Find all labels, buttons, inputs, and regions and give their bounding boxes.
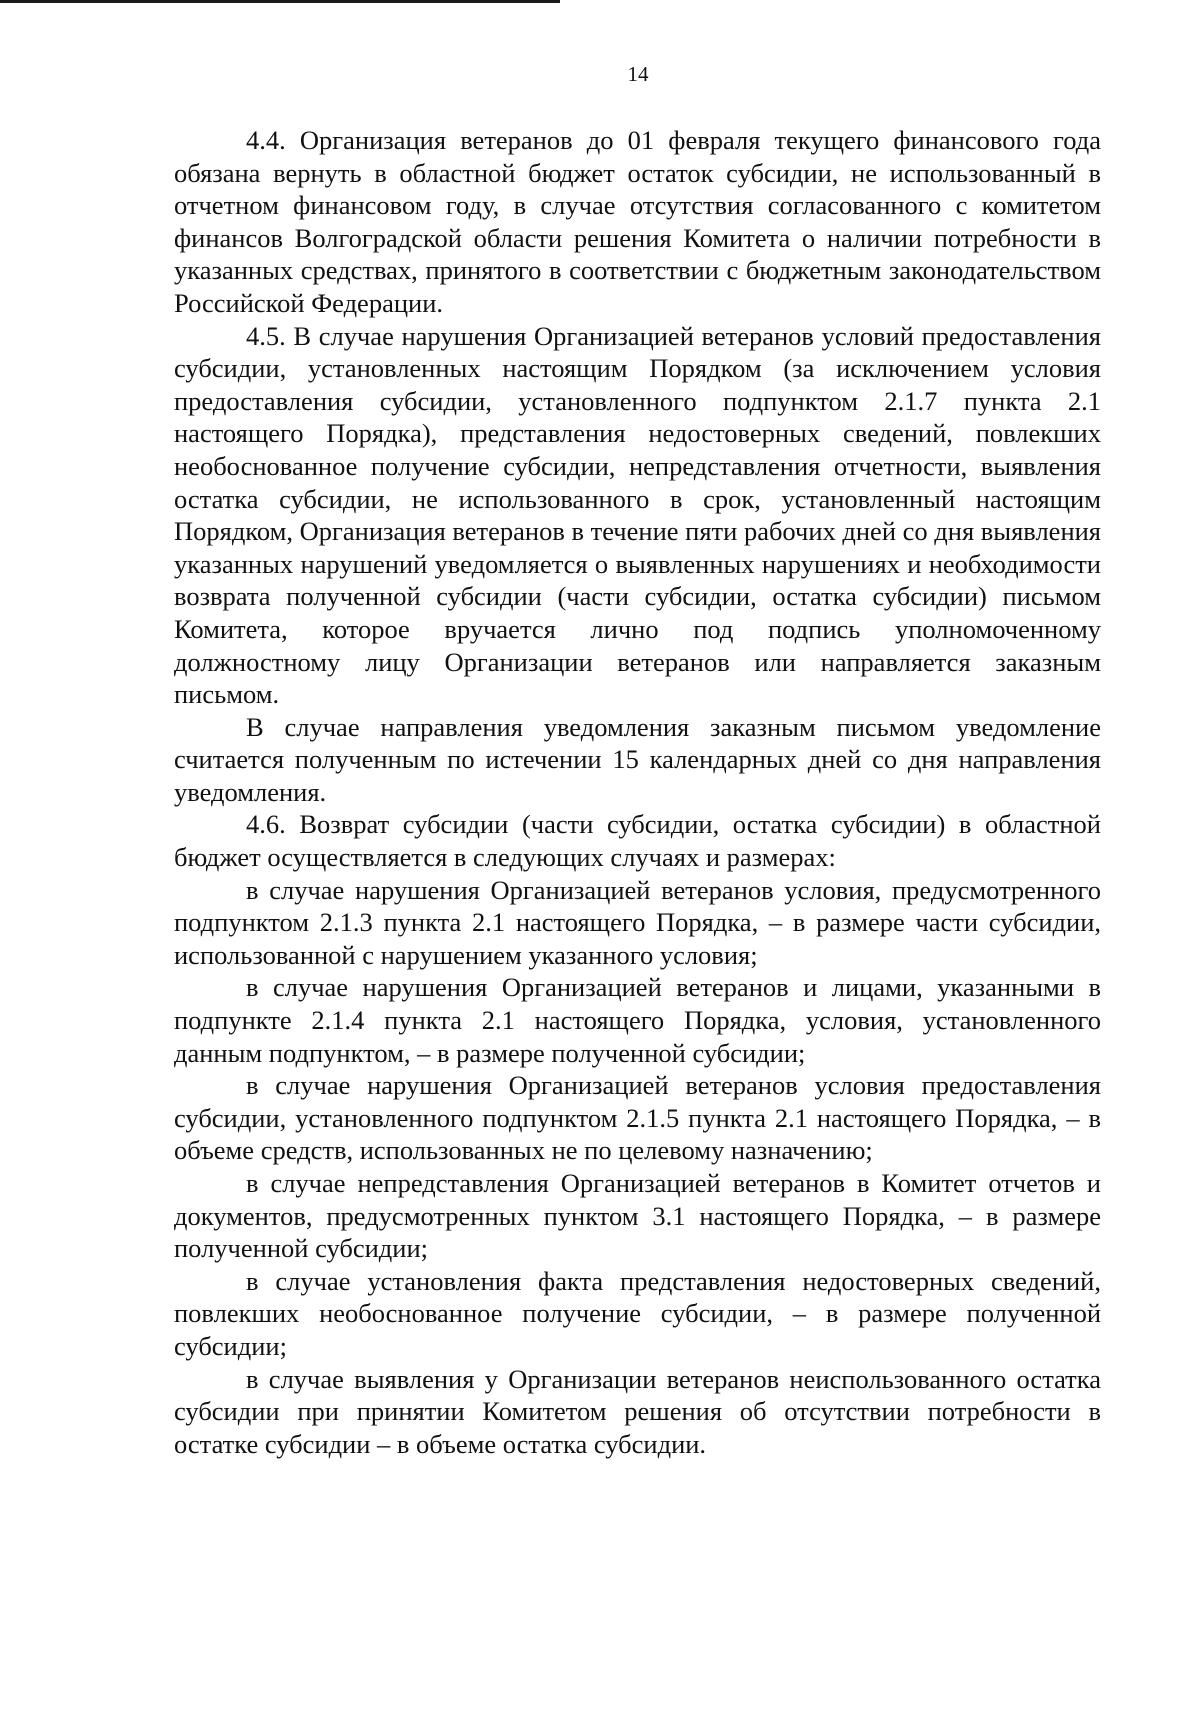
scan-edge-line — [0, 0, 560, 3]
paragraph-4-5: 4.5. В случае нарушения Организацией ветеранов условий предоставления субсидии, установленных настоящим Порядком (за исключением условия предоставления субсидии, установленного подпунктом 2.1.7 пункта 2.1 настоящего Порядка), представления недостоверных сведений, повлекших необоснованное получение субсидии, непредставления отчетности, выявления остатка субсидии, не использованного в срок, установленный настоящим Порядком, Организация ветеранов в течение пяти рабочих дней со дня выявления указанных нарушений уведомляется о выявленных нарушениях и необходимости возврата полученной субсидии (части субсидии, остатка субсидии) письмом Комитета, которое вручается лично под подпись уполномоченному должностному лицу Организации ветеранов или направляется заказным письмом. — [174, 320, 1101, 710]
paragraph-case-2-1-5: в случае нарушения Организацией ветеранов условия предоставления субсидии, установленного подпунктом 2.1.5 пункта 2.1 настоящего Порядка, – в объеме средств, использованных не по целевому назначению; — [174, 1070, 1101, 1166]
paragraph-case-2-1-4: в случае нарушения Организацией ветеранов и лицами, указанными в подпункте 2.1.4 пункта 2.1 настоящего Порядка, условия, установленного данным подпунктом, – в размере полученной субсидии; — [174, 972, 1101, 1068]
paragraph-4-4: 4.4. Организация ветеранов до 01 февраля текущего финансового года обязана вернуть в областной бюджет остаток субсидии, не использованный в отчетном финансовом году, в случае отсутствия согласованного с комитетом финансов Волгоградской области решения Комитета о наличии потребности в указанных средствах, принятого в соответствии с бюджетным законодательством Российской Федерации. — [174, 125, 1101, 318]
paragraph-4-6: 4.6. Возврат субсидии (части субсидии, остатка субсидии) в областной бюджет осуществляется в следующих случаях и размерах: — [174, 809, 1101, 873]
paragraph-case-reports: в случае непредставления Организацией ветеранов в Комитет отчетов и документов, предусмотренных пунктом 3.1 настоящего Порядка, – в размере полученной субсидии; — [174, 1168, 1101, 1264]
paragraph-case-false-info: в случае установления факта представления недостоверных сведений, повлекших необоснованное получение субсидии, – в размере полученной субсидии; — [174, 1265, 1101, 1361]
paragraph-notification: В случае направления уведомления заказным письмом уведомление считается полученным по истечении 15 календарных дней со дня направления уведомления. — [174, 711, 1101, 807]
paragraph-case-unused-balance: в случае выявления у Организации ветеранов неиспользованного остатка субсидии при принятии Комитетом решения об отсутствии потребности в остатке субсидии – в объеме остатка субсидии. — [174, 1363, 1101, 1459]
paragraph-case-2-1-3: в случае нарушения Организацией ветеранов условия, предусмотренного подпунктом 2.1.3 пункта 2.1 настоящего Порядка, – в размере части субсидии, использованной с нарушением указанного условия; — [174, 874, 1101, 970]
document-body — [174, 124, 1101, 1460]
page-number: 14 — [627, 62, 649, 86]
